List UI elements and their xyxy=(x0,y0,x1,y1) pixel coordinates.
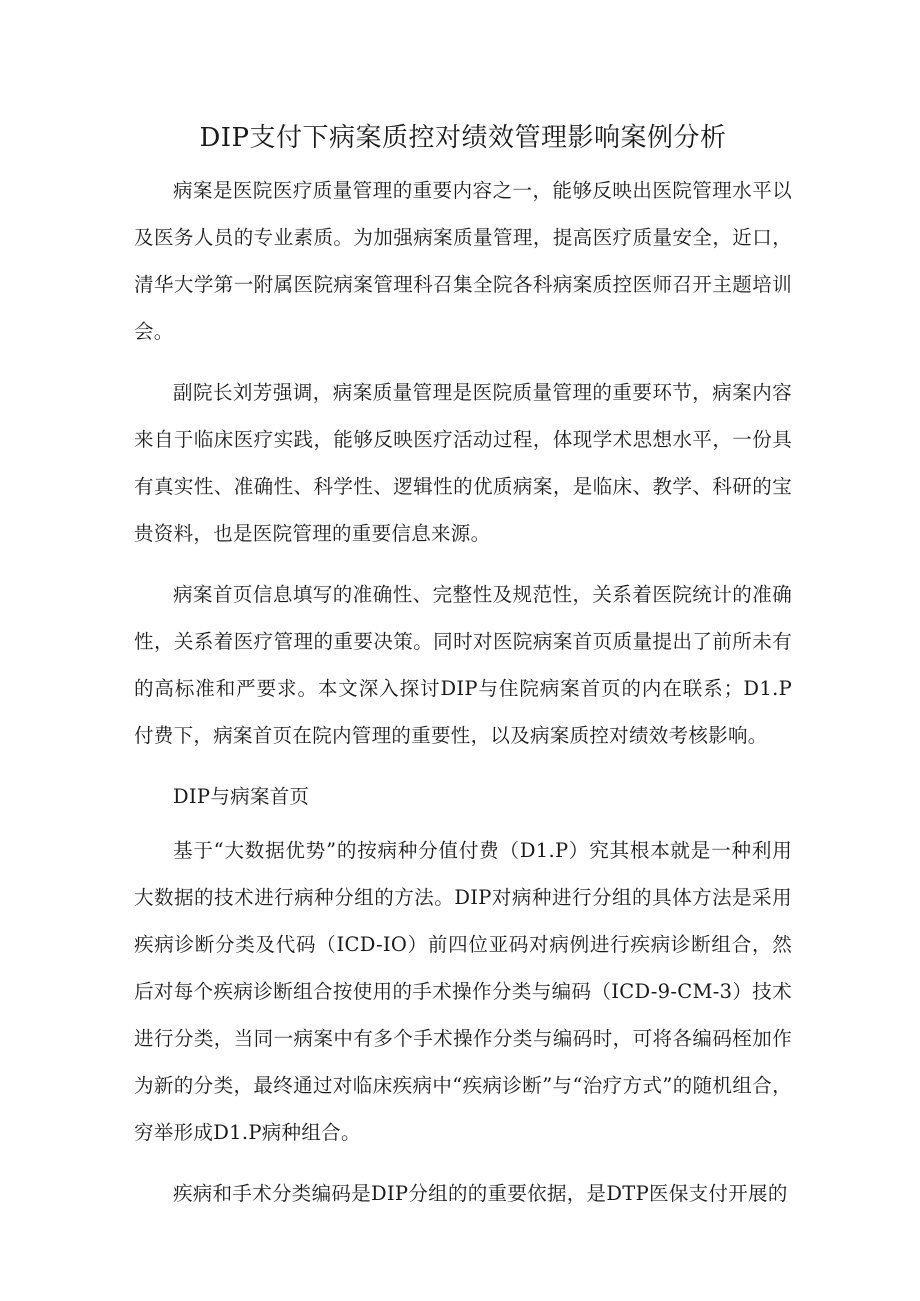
document-title: DIP支付下病案质控对绩效管理影响案例分析 xyxy=(199,123,727,153)
paragraph-homepage-quality: 病案首页信息填写的准确性、完整性及规范性，关系着医院统计的准确性，关系着医疗管理的重要决策。同时对医院病案首页质量提出了前所未有的高标准和严要求。本文深入探讨DIP与住院病案首页的内在联系；D1.P付费下，病案首页在院内管理的重要性，以及病案质控对绩效考核影响。 xyxy=(134,583,792,747)
paragraph-vice-president: 副院长刘芳强调，病案质量管理是医院质量管理的重要环节，病案内容来自于临床医疗实践，能够反映医疗活动过程，体现学术思想水平，一份具有真实性、准确性、科学性、逻辑性的优质病案，是临床、教学、科研的宝贵资料，也是医院管理的重要信息来源。 xyxy=(134,381,792,545)
section-heading-dip: DIP与病案首页 xyxy=(173,785,310,808)
paragraph-intro: 病案是医院医疗质量管理的重要内容之一，能够反映出医院管理水平以及医务人员的专业素质。为加强病案质量管理，提高医疗质量安全，近口，清华大学第一附属医院病案管理科召集全院各科病案质控医师召开主题培训会。 xyxy=(134,179,792,343)
paragraph-dip-method: 基于“大数据优势”的按病种分值付费（D1.P）究其根本就是一种利用大数据的技术进行病种分组的方法。DIP对病种进行分组的具体方法是采用疾病诊断分类及代码（ICD-IO）前四位亚码对病例进行疾病诊断组合，然后对每个疾病诊断组合按使用的手术操作分类与编码（ICD-9-CM-3）技术进行分类，当同一病案中有多个手术操作分类与编码时，可将各编码桎加作为新的分类，最终通过对临床疾病中“疾病诊断”与“治疗方式”的随机组合，穷举形成D1.P病种组合。 xyxy=(134,839,792,1144)
paragraph-coding-basis: 疾病和手术分类编码是DIP分组的的重要依据，是DTP医保支付开展的 xyxy=(173,1182,788,1205)
